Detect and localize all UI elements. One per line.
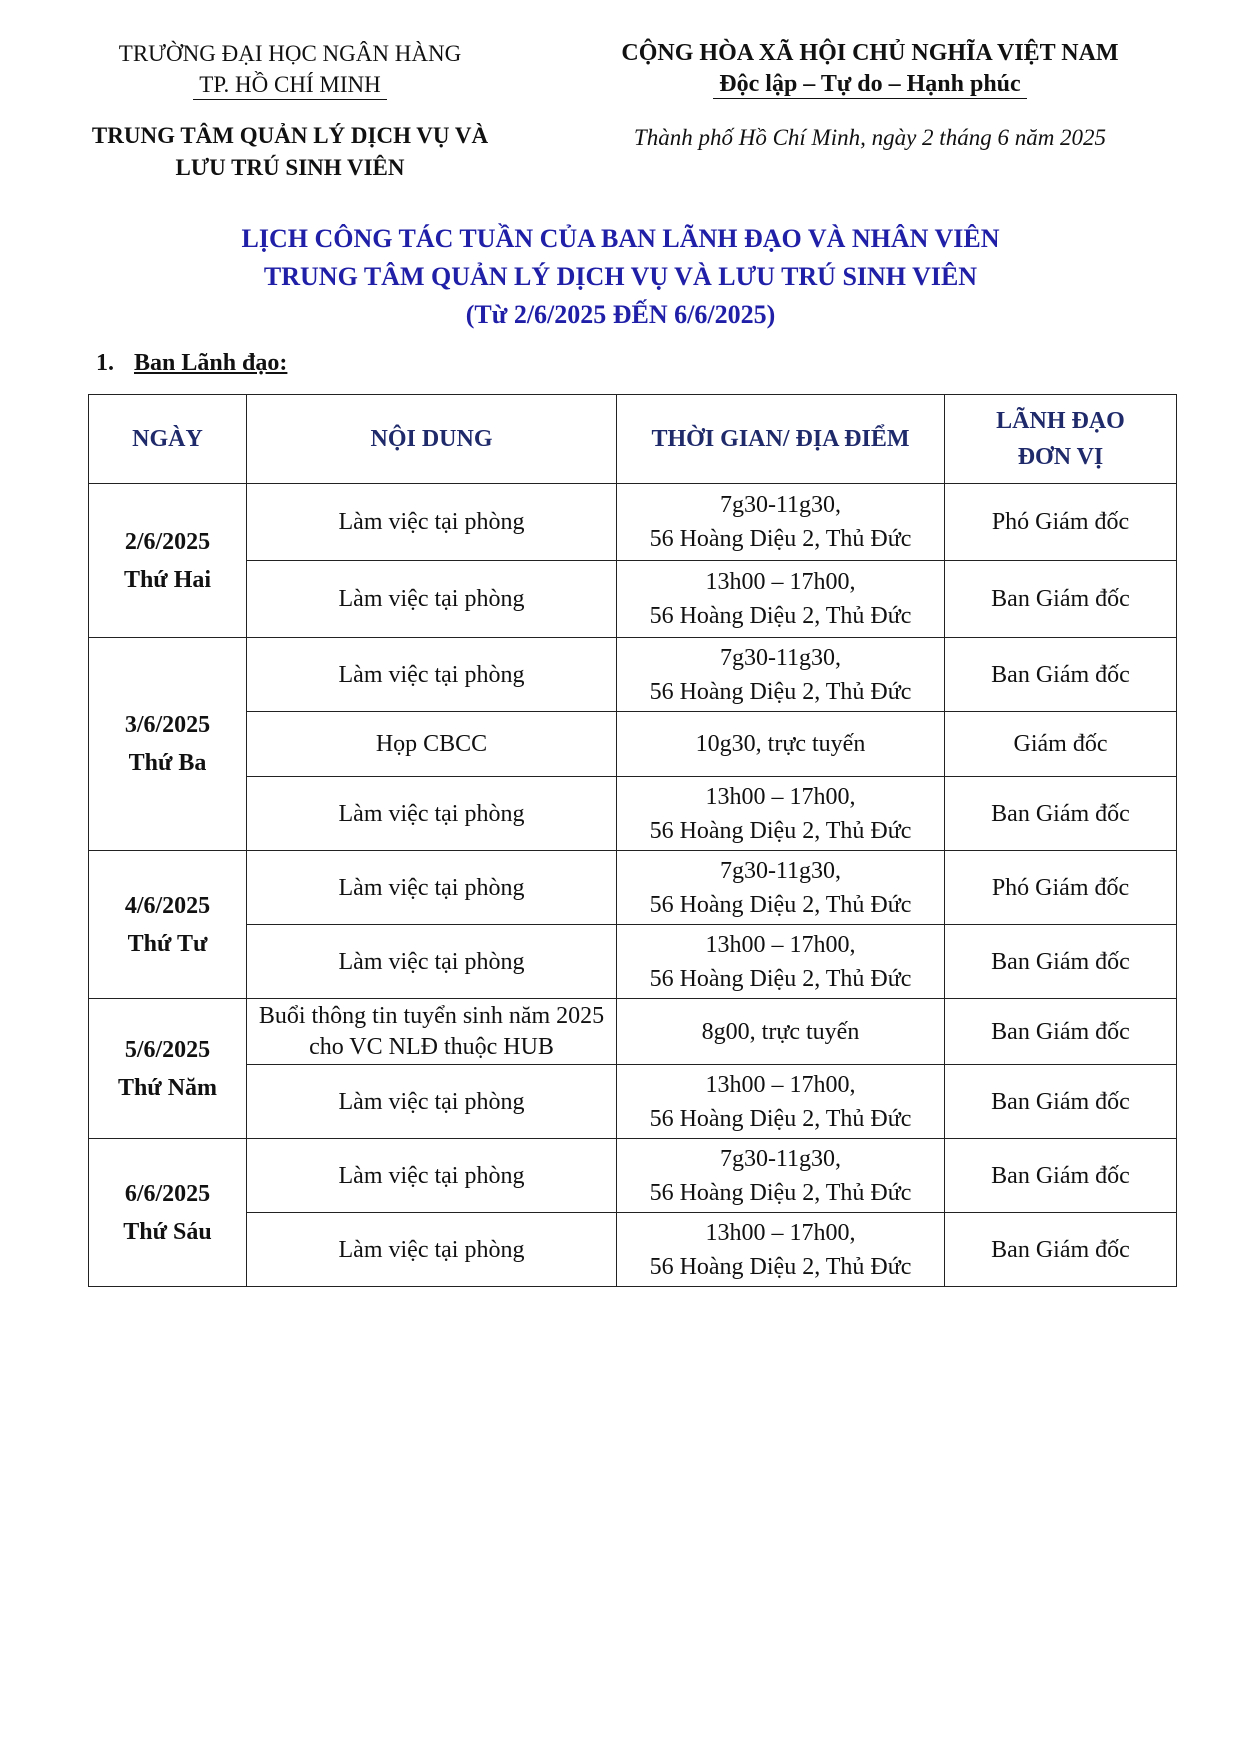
university-header (40, 38, 540, 100)
leader-cell: Ban Giám đốc (945, 777, 1177, 851)
content-cell: Làm việc tại phòng (247, 1139, 617, 1213)
time-place-cell (617, 712, 945, 777)
time-text: 7g30-11g30, (719, 492, 842, 518)
national-header (540, 38, 1200, 100)
table-row (89, 1213, 1177, 1287)
day-date: 4/6/2025 (124, 892, 211, 919)
day-date: 6/6/2025 (124, 1180, 211, 1207)
content-cell: Làm việc tại phòng (247, 484, 617, 561)
header-day: NGÀY (89, 395, 247, 484)
day-cell (89, 638, 247, 851)
day-weekday: Thứ Tư (127, 930, 208, 957)
leader-cell: Ban Giám đốc (945, 1065, 1177, 1139)
table-row (89, 999, 1177, 1065)
time-text: 13h00 – 17h00, (705, 931, 856, 958)
day-weekday: Thứ Hai (123, 566, 212, 593)
day-weekday: Thứ Ba (128, 750, 207, 776)
leader-cell: Ban Giám đốc (945, 561, 1177, 638)
document-date: Thành phố Hồ Chí Minh, ngày 2 tháng 6 năm 2025 (633, 125, 1107, 150)
table-row (89, 925, 1177, 999)
content-cell: Họp CBCC (247, 712, 617, 777)
section-heading (96, 350, 287, 377)
place-text: 56 Hoàng Diệu 2, Thủ Đức (649, 1105, 912, 1132)
leader-cell: Ban Giám đốc (945, 925, 1177, 999)
content-cell: Làm việc tại phòng (247, 1213, 617, 1287)
time-text: 8g00, trực tuyến (701, 1018, 860, 1045)
schedule-table (88, 394, 1177, 1287)
time-place-cell (617, 1213, 945, 1287)
table-row (89, 638, 1177, 712)
title-line2: TRUNG TÂM QUẢN LÝ DỊCH VỤ VÀ LƯU TRÚ SINH VIÊN (263, 262, 978, 291)
place-text: 56 Hoàng Diệu 2, Thủ Đức (649, 603, 912, 629)
leader-cell: Phó Giám đốc (945, 484, 1177, 561)
day-date: 5/6/2025 (124, 1036, 211, 1063)
time-text: 10g30, trực tuyến (695, 731, 866, 757)
table-row (89, 851, 1177, 925)
day-cell (89, 484, 247, 638)
time-text: 13h00 – 17h00, (705, 1219, 856, 1246)
time-text: 13h00 – 17h00, (705, 1071, 856, 1098)
university-city: TP. HỒ CHÍ MINH (193, 71, 386, 100)
time-place-cell (617, 777, 945, 851)
table-row (89, 1065, 1177, 1139)
leader-cell: Giám đốc (945, 712, 1177, 777)
time-text: 7g30-11g30, (719, 1145, 842, 1172)
place-text: 56 Hoàng Diệu 2, Thủ Đức (649, 817, 912, 844)
place-text: 56 Hoàng Diệu 2, Thủ Đức (649, 1179, 912, 1206)
place-text: 56 Hoàng Diệu 2, Thủ Đức (649, 526, 912, 552)
time-place-cell (617, 925, 945, 999)
content-cell: Làm việc tại phòng (247, 561, 617, 638)
day-date: 2/6/2025 (124, 528, 211, 555)
place-text: 56 Hoàng Diệu 2, Thủ Đức (649, 891, 912, 918)
leader-cell: Ban Giám đốc (945, 1213, 1177, 1287)
table-row (89, 484, 1177, 561)
center-name (40, 120, 540, 184)
section-number: 1. (96, 350, 114, 376)
content-cell: Làm việc tại phòng (247, 925, 617, 999)
table-header-row (89, 395, 1177, 484)
time-place-cell (617, 638, 945, 712)
content-cell: Buổi thông tin tuyển sinh năm 2025 cho VC NLĐ thuộc HUB (247, 999, 617, 1065)
leader-cell: Ban Giám đốc (945, 638, 1177, 712)
center-name-line2: LƯU TRÚ SINH VIÊN (175, 155, 405, 180)
leader-cell: Ban Giám đốc (945, 1139, 1177, 1213)
day-weekday: Thứ Sáu (123, 1218, 212, 1245)
time-place-cell (617, 851, 945, 925)
table-row (89, 777, 1177, 851)
header-content: NỘI DUNG (247, 395, 617, 484)
national-motto: Độc lập – Tự do – Hạnh phúc (713, 70, 1026, 99)
time-text: 13h00 – 17h00, (705, 783, 856, 810)
center-name-line1: TRUNG TÂM QUẢN LÝ DỊCH VỤ VÀ (91, 123, 489, 148)
content-cell: Làm việc tại phòng (247, 777, 617, 851)
national-title: CỘNG HÒA XÃ HỘI CHỦ NGHĨA VIỆT NAM (621, 40, 1119, 66)
time-place-cell (617, 561, 945, 638)
header-leader (945, 395, 1177, 484)
content-cell: Làm việc tại phòng (247, 1065, 617, 1139)
table-row (89, 1139, 1177, 1213)
time-place-cell (617, 999, 945, 1065)
day-date: 3/6/2025 (124, 712, 211, 738)
day-cell (89, 999, 247, 1139)
time-text: 7g30-11g30, (719, 857, 842, 884)
table-row (89, 712, 1177, 777)
time-text: 13h00 – 17h00, (705, 569, 856, 595)
place-text: 56 Hoàng Diệu 2, Thủ Đức (649, 678, 912, 705)
document-title (0, 220, 1241, 334)
day-cell (89, 1139, 247, 1287)
section-label: Ban Lãnh đạo: (134, 350, 288, 376)
university-name: TRƯỜNG ĐẠI HỌC NGÂN HÀNG (118, 41, 462, 66)
time-place-cell (617, 1065, 945, 1139)
header-time-place: THỜI GIAN/ ĐỊA ĐIỂM (617, 395, 945, 484)
time-place-cell (617, 484, 945, 561)
title-line1: LỊCH CÔNG TÁC TUẦN CỦA BAN LÃNH ĐẠO VÀ NHÂN VIÊN (241, 224, 1000, 253)
leader-cell: Phó Giám đốc (945, 851, 1177, 925)
day-weekday: Thứ Năm (117, 1074, 218, 1101)
day-cell (89, 851, 247, 999)
leader-cell: Ban Giám đốc (945, 999, 1177, 1065)
header-leader-text: LÃNH ĐẠO ĐƠN VỊ (996, 408, 1125, 470)
place-text: 56 Hoàng Diệu 2, Thủ Đức (649, 1253, 912, 1280)
title-line3: (Từ 2/6/2025 ĐẾN 6/6/2025) (465, 300, 776, 329)
content-cell: Làm việc tại phòng (247, 851, 617, 925)
place-text: 56 Hoàng Diệu 2, Thủ Đức (649, 965, 912, 992)
content-cell: Làm việc tại phòng (247, 638, 617, 712)
table-row (89, 561, 1177, 638)
time-place-cell (617, 1139, 945, 1213)
time-text: 7g30-11g30, (719, 644, 842, 671)
